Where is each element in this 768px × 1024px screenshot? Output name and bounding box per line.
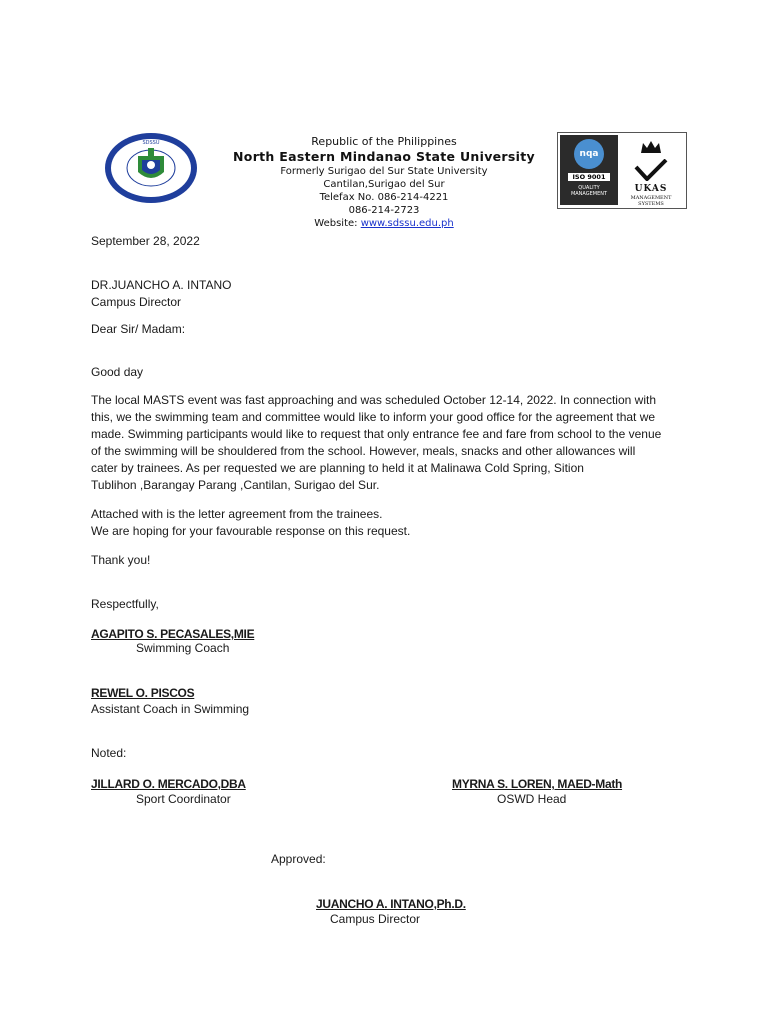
website-line xyxy=(214,217,554,230)
body-line: made. Swimming participants would like to request that only entrance fee and fare from school to the venue xyxy=(91,427,662,441)
recipient-title: Campus Director xyxy=(91,295,182,309)
letter-body-paragraph xyxy=(91,392,691,494)
body-line: of the swimming will be shouldered from the school. However, meals, snacks and other allowances will xyxy=(91,444,636,458)
telefax-line-2: 086-214-2723 xyxy=(348,205,420,216)
telefax-line: Telefax No. 086-214-4221 xyxy=(319,192,449,203)
university-name: North Eastern Mindanao State University xyxy=(233,149,535,164)
republic-line: Republic of the Philippines xyxy=(311,135,457,148)
body-line: The local MASTS event was fast approaching and was scheduled October 12-14, 2022. In connection with xyxy=(91,393,656,407)
address-line: Cantilan,Surigao del Sur xyxy=(323,179,445,190)
letter-date: September 28, 2022 xyxy=(91,234,200,248)
nqa-logo-text: nqa xyxy=(579,149,599,159)
iso-label: ISO 9001 xyxy=(568,173,610,181)
svg-text:SDSSU: SDSSU xyxy=(142,140,160,146)
nqa-logo-icon xyxy=(574,139,604,169)
body-line: Tublihon ,Barangay Parang ,Cantilan, Surigao del Sur. xyxy=(91,478,380,492)
checkmark-icon xyxy=(634,159,668,181)
closing-line: Respectfully, xyxy=(91,597,159,611)
oswd-head-role: OSWD Head xyxy=(497,792,567,806)
attached-line: Attached with is the letter agreement from the trainees. xyxy=(91,507,383,521)
sport-coordinator-name: JILLARD O. MERCADO,DBA xyxy=(91,777,246,791)
recipient-block xyxy=(91,277,231,311)
noted-label: Noted: xyxy=(91,746,127,760)
coach-name: AGAPITO S. PECASALES,MIE xyxy=(91,627,255,641)
director-name: JUANCHO A. INTANO,Ph.D. xyxy=(316,897,466,911)
ukas-label: UKAS xyxy=(634,184,668,194)
thanks-line: Thank you! xyxy=(91,553,151,567)
crown-icon xyxy=(639,139,663,155)
website-link[interactable]: www.sdssu.edu.ph xyxy=(360,218,454,229)
assistant-coach-name: REWEL O. PISCOS xyxy=(91,686,195,700)
nqa-iso-badge xyxy=(560,135,618,205)
salutation: Dear Sir/ Madam: xyxy=(91,322,186,336)
greeting: Good day xyxy=(91,365,144,379)
ukas-sub-label: MANAGEMENT SYSTEMS xyxy=(630,195,672,207)
university-seal xyxy=(104,132,198,204)
website-label: Website: xyxy=(314,218,361,229)
director-role: Campus Director xyxy=(330,912,421,926)
formerly-line: Formerly Surigao del Sur State University xyxy=(280,166,488,177)
attached-paragraph xyxy=(91,506,410,540)
body-line: this, we the swimming team and committee would like to inform your good office for the agreement that we xyxy=(91,410,656,424)
certification-logos xyxy=(557,132,687,209)
ukas-badge xyxy=(620,135,682,205)
recipient-name: DR.JUANCHO A. INTANO xyxy=(91,278,232,292)
coach-role: Swimming Coach xyxy=(136,641,230,655)
oswd-head-name: MYRNA S. LOREN, MAED-Math xyxy=(452,777,623,791)
approved-label: Approved: xyxy=(271,852,326,866)
assistant-coach-role: Assistant Coach in Swimming xyxy=(91,702,250,716)
body-line: cater by trainees. As per requested we are planning to held it at Malinawa Cold Spring, Sition xyxy=(91,461,584,475)
attached-line: We are hoping for your favourable response on this request. xyxy=(91,524,411,538)
sport-coordinator-role: Sport Coordinator xyxy=(136,792,231,806)
letterhead xyxy=(214,135,554,230)
quality-label: QUALITY MANAGEMENT xyxy=(570,185,608,197)
